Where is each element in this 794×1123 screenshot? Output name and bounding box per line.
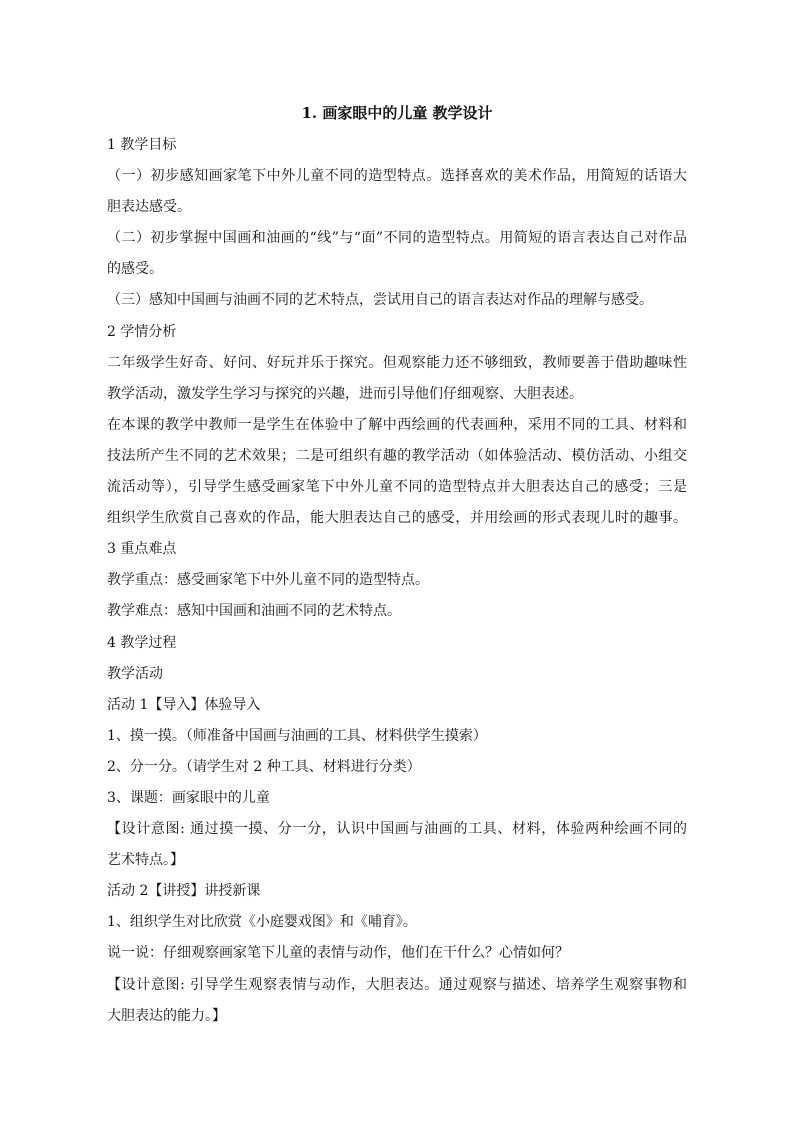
text-line: 的感受。 xyxy=(107,261,163,278)
text-line: 2、分一分。（请学生对 2 种工具、材料进行分类） xyxy=(107,758,421,775)
text-line: 【设计意图: 引导学生观察表情与动作，大胆表达。通过观察与描述、培养学生观察事物和 xyxy=(107,976,687,993)
text-line: 胆表达感受。 xyxy=(107,199,191,216)
document-title: 1. 画家眼中的儿童 教学设计 xyxy=(301,104,493,122)
text-line: 活动 2【讲授】讲授新课 xyxy=(107,883,261,900)
text-line: 【设计意图: 通过摸一摸、分一分，认识中国画与油画的工具、材料，体验两种绘画不同的 xyxy=(107,821,687,838)
text-line: 2 学情分析 xyxy=(107,323,177,340)
text-line: 组织学生欣赏自己喜欢的作品，能大胆表达自己的感受，并用绘画的形式表现儿时的趣事。 xyxy=(107,510,687,527)
text-line: 1 教学目标 xyxy=(107,137,177,153)
text-line: （二）初步掌握中国画和油画的“线”与“面”不同的造型特点。用简短的语言表达自己对作品 xyxy=(107,230,687,247)
text-line: 艺术特点。】 xyxy=(107,852,184,869)
text-line: 教学难点：感知中国画和油画不同的艺术特点。 xyxy=(107,603,401,620)
text-line: 流活动等），引导学生感受画家笔下中外儿童不同的造型特点并大胆表达自己的感受；三是 xyxy=(107,479,687,496)
text-line: 教学活动 xyxy=(107,665,163,682)
text-line: （一）初步感知画家笔下中外儿童不同的造型特点。选择喜欢的美术作品，用简短的话语大 xyxy=(107,168,687,185)
text-line: 1、组织学生对比欣赏《小庭婴戏图》和《哺育》。 xyxy=(107,914,417,931)
text-line: 活动 1【导入】体验导入 xyxy=(107,696,261,713)
text-line: 3 重点难点 xyxy=(107,541,177,558)
text-line: 教学活动，激发学生学习与探究的兴趣，进而引导他们仔细观察、大胆表述。 xyxy=(107,385,583,402)
document-page xyxy=(107,100,687,1032)
text-line: （三）感知中国画与油画不同的艺术特点，尝试用自己的语言表达对作品的理解与感受。 xyxy=(107,292,653,309)
text-line: 技法所产生不同的艺术效果；二是可组织有趣的教学活动（如体验活动、模仿活动、小组交 xyxy=(107,447,687,464)
text-line: 在本课的教学中教师一是学生在体验中了解中西绘画的代表画种，采用不同的工具、材料和 xyxy=(107,416,687,433)
text-line: 说一说：仔细观察画家笔下儿童的表情与动作，他们在干什么？心情如何？ xyxy=(107,945,569,962)
document-body xyxy=(107,130,687,1032)
text-line: 教学重点：感受画家笔下中外儿童不同的造型特点。 xyxy=(107,572,429,589)
text-line: 1、摸一摸。（师准备中国画与油画的工具、材料供学生摸索） xyxy=(107,727,487,744)
text-line: 二年级学生好奇、好问、好玩并乐于探究。但观察能力还不够细致，教师要善于借助趣味性 xyxy=(107,354,687,371)
text-line: 3、课题：画家眼中的儿童 xyxy=(107,789,270,806)
text-line: 大胆表达的能力。】 xyxy=(107,1007,226,1024)
text-line: 4 教学过程 xyxy=(107,634,177,651)
